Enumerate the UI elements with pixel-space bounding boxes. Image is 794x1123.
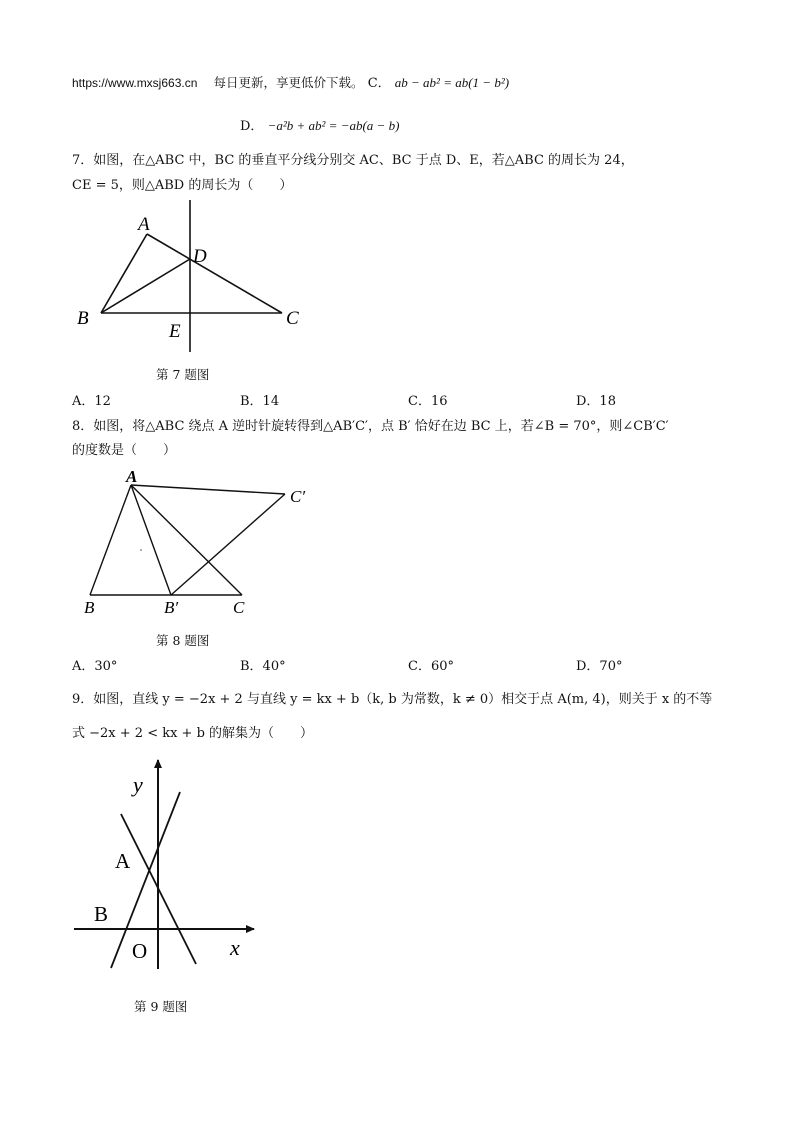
q8-side-ac (131, 485, 242, 595)
q8-figure (70, 462, 330, 622)
q8-label-bp: B′ (164, 598, 179, 617)
q7-figure (70, 196, 320, 356)
q8-text-line1: 8．如图，将△ABC 绕点 A 逆时针旋转得到△AB′C′，点 B′ 恰好在边 BC 上，若∠B = 70°，则∠CB′C′ (72, 419, 669, 434)
q7-segment-bd (101, 259, 190, 313)
q7-side-ab (101, 234, 147, 313)
q8-label-b: B (84, 598, 95, 617)
q9-label-b: B (94, 902, 109, 926)
q8-side-acp (131, 485, 285, 494)
q8-side-ab (90, 485, 131, 595)
site-url: https://www.mxsj663.cn (72, 76, 198, 90)
q8-label-a: A (126, 467, 138, 486)
q7-label-c: C (286, 308, 299, 329)
q9-text-line2: 式 −2x + 2 < kx + b 的解集为（ ） (72, 726, 314, 741)
option-c-label: C． (367, 76, 391, 91)
q8-label-cp: C′ (290, 487, 306, 506)
q7-option-c: C．16 (408, 394, 448, 409)
q8-side-abp (131, 485, 171, 595)
q7-text-line1: 7．如图，在△ABC 中，BC 的垂直平分线分别交 AC、BC 于点 D、E，若△ABC 的周长为 24， (72, 153, 634, 168)
option-d-label: D． (240, 119, 264, 134)
q7-text-line2: CE = 5，则△ABD 的周长为（ ） (72, 178, 293, 193)
q7-option-d: D．18 (576, 394, 616, 409)
q7-option-a: A．12 (72, 394, 111, 409)
q8-option-a: A．30° (72, 659, 118, 674)
option-c-expr: ab − ab² = ab(1 − b²) (394, 75, 510, 90)
q7-label-a: A (138, 214, 150, 235)
q9-label-a: A (115, 849, 131, 873)
site-slogan: 每日更新，享更低价下载。 (213, 75, 364, 90)
q8-option-c: C．60° (408, 659, 454, 674)
q8-label-c: C (233, 598, 245, 617)
q8-option-d: D．70° (576, 659, 623, 674)
q8-stray-dot (140, 549, 142, 551)
q9-label-y: y (133, 772, 143, 797)
q8-side-bpcp (171, 494, 285, 595)
option-d-expr: −a²b + ab² = −ab(a − b) (267, 118, 400, 133)
q7-label-d: D (193, 246, 207, 267)
q9-label-x: x (230, 935, 240, 960)
q9-text-line1: 9．如图，直线 y = −2x + 2 与直线 y = kx + b（k, b 为常数，k ≠ 0）相交于点 A(m, 4)，则关于 x 的不等 (72, 692, 713, 707)
header-line (72, 72, 509, 91)
q9-figure (70, 750, 270, 975)
q9-caption: 第 9 题图 (134, 999, 188, 1014)
q8-text-line2: 的度数是（ ） (72, 443, 177, 458)
option-d (240, 115, 399, 134)
q7-option-b: B．14 (240, 394, 280, 409)
q7-label-e: E (169, 321, 181, 342)
q7-caption: 第 7 题图 (156, 367, 210, 382)
q8-option-b: B．40° (240, 659, 286, 674)
q8-caption: 第 8 题图 (156, 633, 210, 648)
q7-label-b: B (77, 308, 89, 329)
q9-label-o: O (132, 939, 148, 963)
